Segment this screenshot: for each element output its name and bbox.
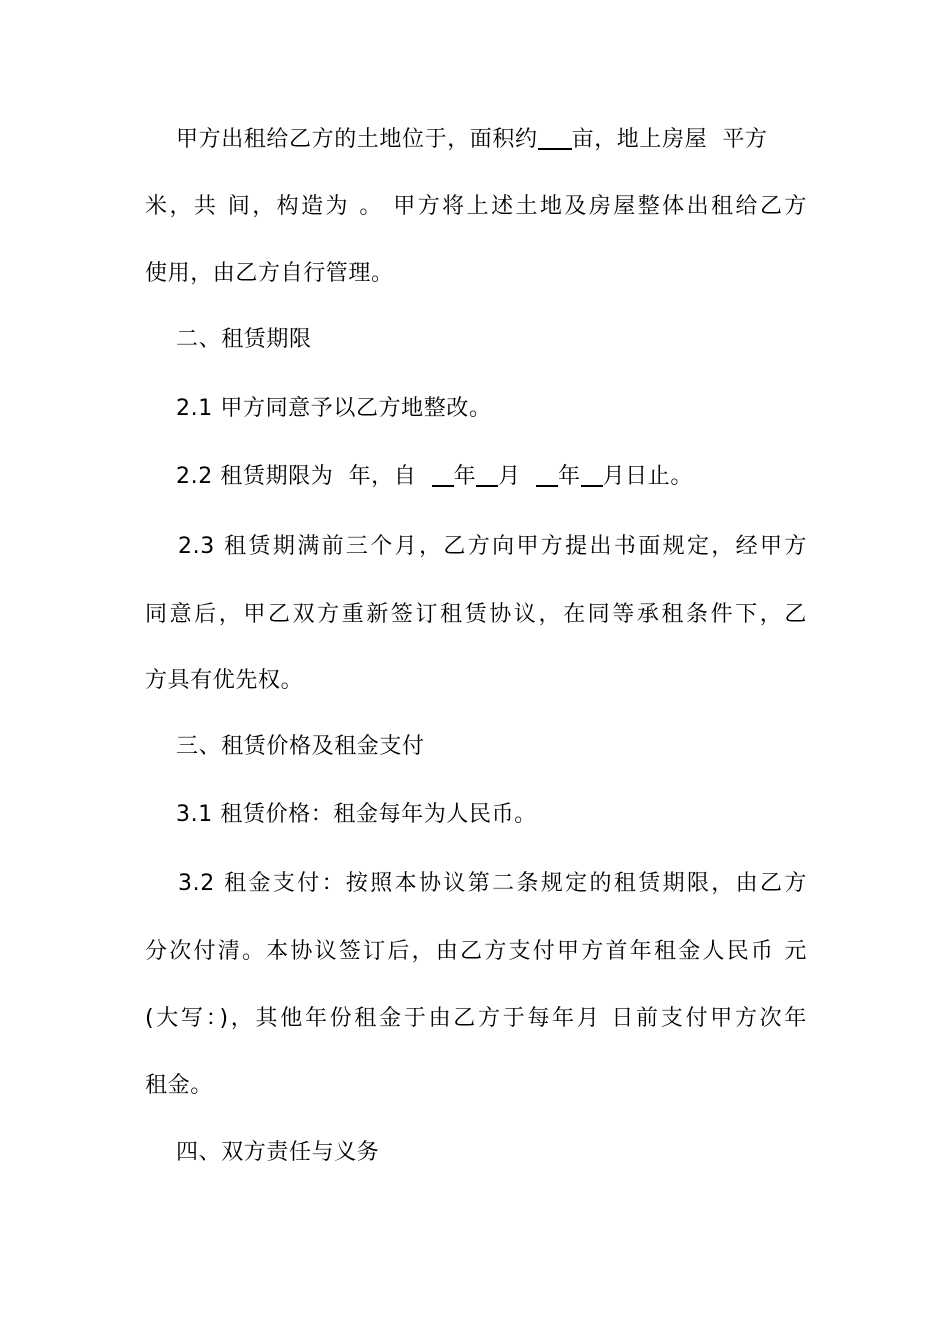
paragraph-land-line-3: 使用，由乙方自行管理。 [145, 261, 394, 286]
clause-2-2 [176, 457, 807, 497]
clause-2-1: 2.1 甲方同意予以乙方地整改。 [176, 396, 492, 421]
section-heading-responsibilities: 四、双方责任与义务 [176, 1140, 380, 1165]
clause-3-2-line-3: (大写：)，其他年份租金于由乙方于每年月 日前支付甲方次年 [145, 1006, 807, 1031]
clause-2-3-line-2: 同意后，甲乙双方重新签订租赁协议，在同等承租条件下，乙 [145, 602, 807, 627]
clause-2-3-line-1: 2.3 租赁期满前三个月，乙方向甲方提出书面规定，经甲方 [178, 534, 807, 559]
blank-underline [432, 457, 454, 487]
clause-3-2-line-1: 3.2 租金支付：按照本协议第二条规定的租赁期限，由乙方 [178, 871, 807, 896]
text-segment: 月日止。 [602, 464, 693, 489]
section-heading-lease-price: 三、租赁价格及租金支付 [176, 734, 425, 759]
clause-3-2-line-4: 租金。 [145, 1073, 213, 1098]
text-segment: 年 [557, 464, 581, 489]
clause-3-2-line-2: 分次付清。本协议签订后，由乙方支付甲方首年租金人民币 元 [145, 939, 807, 964]
blank-underline [536, 457, 558, 487]
blank-underline [581, 457, 603, 487]
paragraph-land-line-2: 米，共 间，构造为 。 甲方将上述土地及房屋整体出租给乙方 [145, 194, 807, 219]
blank-underline [476, 457, 498, 487]
clause-2-3-line-3: 方具有优先权。 [145, 668, 304, 693]
clause-3-1: 3.1 租赁价格：租金每年为人民币。 [176, 802, 537, 827]
text-segment: 甲方出租给乙方的土地位于，面积约 [176, 127, 538, 152]
section-heading-lease-term: 二、租赁期限 [176, 327, 312, 352]
text-segment: 2.2 租赁期限为 年，自 [176, 464, 432, 489]
text-segment: 年 [453, 464, 477, 489]
text-segment: 月 [498, 464, 536, 489]
text-segment: 亩，地上房屋 平方 [571, 127, 768, 152]
paragraph-land-line-1 [176, 120, 807, 160]
blank-underline [538, 120, 572, 150]
